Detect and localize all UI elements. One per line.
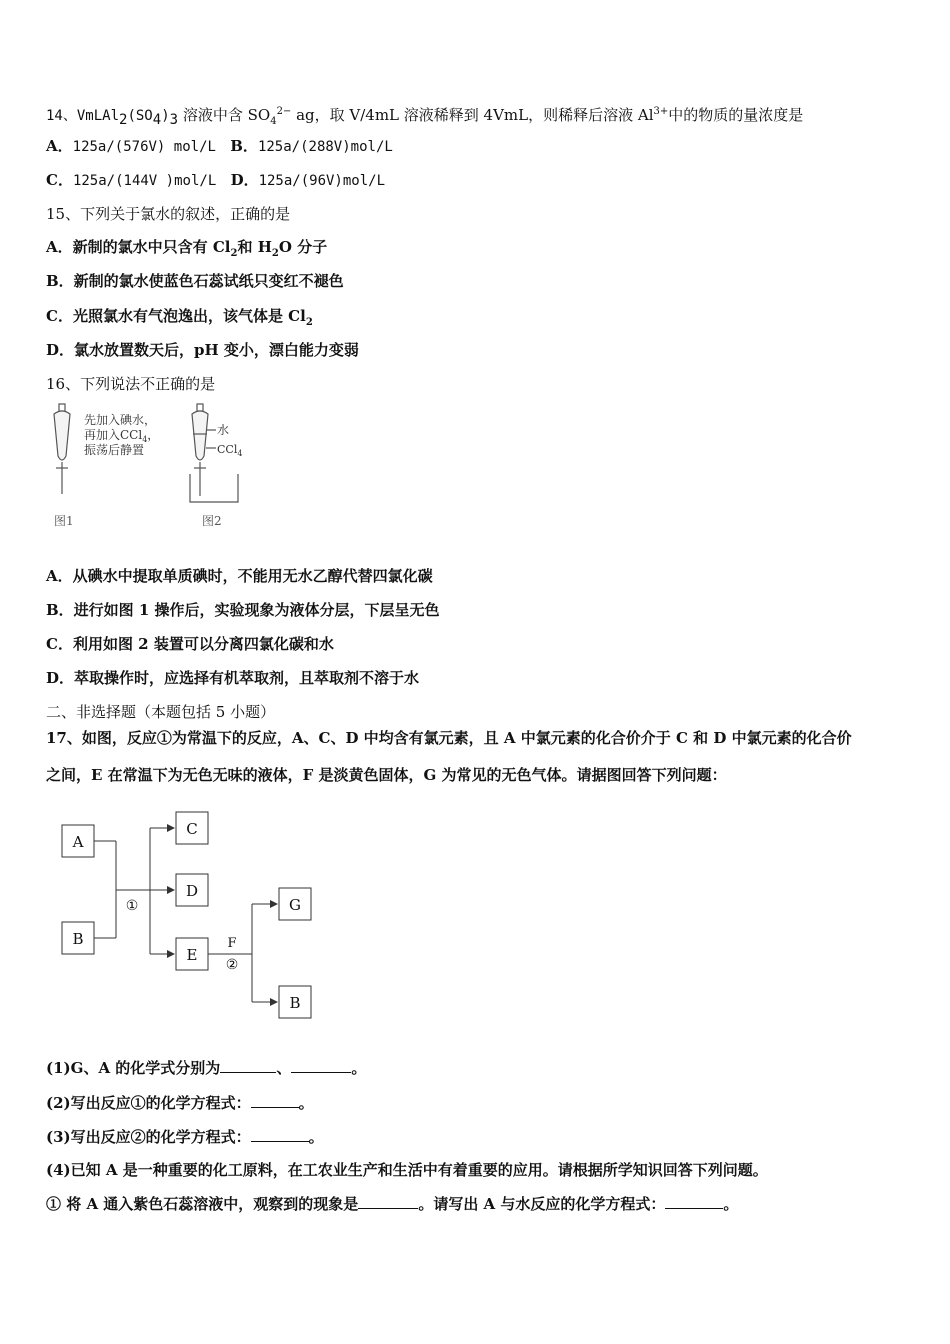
- node-g-label: G: [289, 896, 301, 914]
- reagent-f-label: F: [227, 936, 237, 951]
- q15-stem: 15、下列关于氯水的叙述，正确的是: [46, 205, 291, 223]
- q15-option-a: A．新制的氯水中只含有 $Cl_2$和 $H_2O$ 分子: [46, 238, 328, 259]
- figure1-note-line2: 再加入CCl$_4$，: [84, 428, 160, 444]
- figure2-caption: 图2: [202, 514, 222, 528]
- q17-sub2: (2)写出反应①的化学方程式： 。: [46, 1094, 314, 1112]
- figure1-note-line1: 先加入碘水，: [84, 413, 157, 427]
- figure2-water-label: 水: [217, 423, 230, 437]
- q17-sub3: (3)写出反应②的化学方程式： 。: [46, 1128, 324, 1146]
- q16-option-a: A．从碘水中提取单质碘时，不能用无水乙醇代替四氯化碳: [46, 567, 433, 585]
- q14-options-cd: C．125a/(144V )mol/L D．125a/(96V)mol/L: [46, 171, 386, 189]
- q17-stem-line2: 之间，E 在常温下为无色无味的液体，F 是淡黄色固体，G 为常见的无色气体。请据图回答下列问题：: [46, 766, 727, 784]
- q15-option-b: B．新制的氯水使蓝色石蕊试纸只变红不褪色: [46, 272, 344, 290]
- node-c-label: C: [186, 820, 198, 838]
- q14-stem: 14、$VmLAl_2(SO_4)_3$ 溶液中含 $SO_4^{2-}$ ag，取 V/4mL 溶液稀释到 4VmL，则稀释后溶液 $Al^{3+}$中的物质的量浓度是: [46, 106, 804, 128]
- section2-heading: 二、非选择题（本题包括 5 小题）: [46, 703, 276, 721]
- q16-option-c: C．利用如图 2 装置可以分离四氯化碳和水: [46, 635, 334, 653]
- q15-option-c: C．光照氯水有气泡逸出，该气体是 $Cl_2$: [46, 307, 313, 328]
- q16-option-b: B．进行如图 1 操作后，实验现象为液体分层，下层呈无色: [46, 601, 440, 619]
- q16-stem: 16、下列说法不正确的是: [46, 375, 216, 393]
- q15-option-d: D．氯水放置数天后，pH 变小，漂白能力变弱: [46, 341, 359, 359]
- node-b-product-label: B: [289, 994, 301, 1012]
- reaction1-label: ①: [125, 898, 139, 914]
- q17-sub1: (1)G、A 的化学式分别为 、 。: [46, 1059, 367, 1077]
- node-e-label: E: [186, 946, 198, 964]
- figure1-caption: 图1: [54, 514, 74, 528]
- q17-stem-line1: 17、如图，反应①为常温下的反应，A、C、D 中均含有氯元素，且 A 中氯元素的化合价介于 C 和 D 中氯元素的化合价: [46, 729, 852, 747]
- separatory-funnel-figures: [40, 400, 260, 536]
- q16-option-d: D．萃取操作时，应选择有机萃取剂，且萃取剂不溶于水: [46, 669, 420, 687]
- q14-options-ab: A．125a/(576V) mol/L B．125a/(288V)mol/L: [46, 137, 393, 155]
- figure1-note-line3: 振荡后静置: [84, 443, 145, 457]
- figure2-ccl4-label: CCl$_4$: [217, 443, 243, 458]
- q17-sub4: (4)已知 A 是一种重要的化工原料，在工农业生产和生活中有着重要的应用。请根据所学知识回答下列问题。: [46, 1161, 768, 1179]
- node-d-label: D: [185, 882, 199, 900]
- q17-sub4-part1: ① 将 A 通入紫色石蕊溶液中，观察到的现象是 。请写出 A 与水反应的化学方程式： 。: [46, 1195, 739, 1213]
- node-a-label: A: [72, 833, 84, 851]
- node-b-label: B: [72, 930, 84, 948]
- reaction2-label: ②: [225, 957, 239, 973]
- figure1-funnel: [54, 404, 70, 494]
- q17-reaction-diagram: [56, 808, 326, 1028]
